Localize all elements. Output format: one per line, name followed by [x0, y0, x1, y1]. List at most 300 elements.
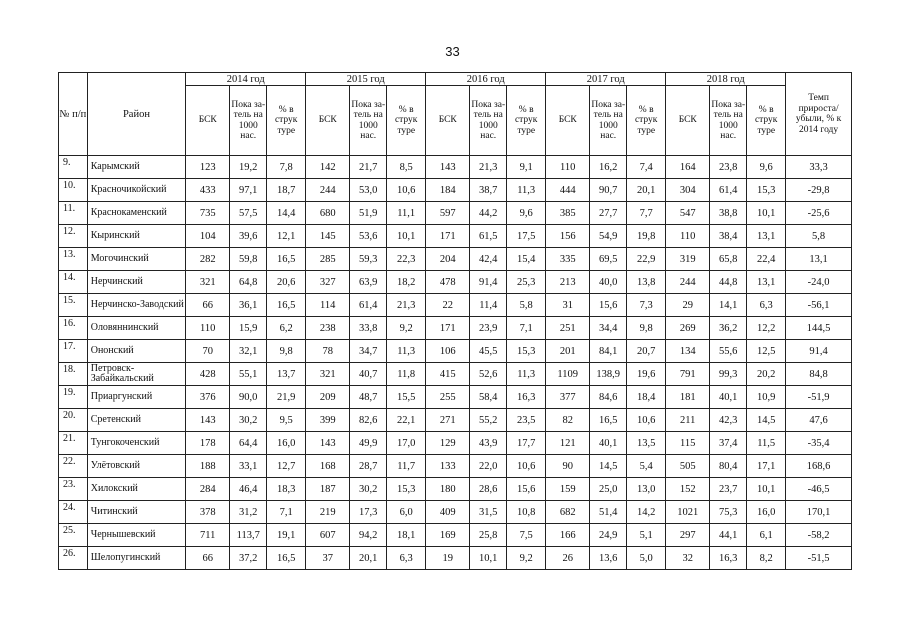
value-cell: 110	[186, 317, 230, 340]
value-cell: 82,6	[350, 409, 387, 432]
district-name: Ононский	[87, 340, 185, 363]
value-cell: 409	[426, 501, 470, 524]
value-cell: 106	[426, 340, 470, 363]
district-name: Хилокский	[87, 478, 185, 501]
value-cell: 15,3	[747, 179, 786, 202]
value-cell: 97,1	[230, 179, 267, 202]
value-cell: 49,9	[350, 432, 387, 455]
value-cell: 219	[306, 501, 350, 524]
table-row	[59, 386, 852, 409]
value-cell: 23,7	[710, 478, 747, 501]
district-name: Сретенский	[87, 409, 185, 432]
value-cell: 14,1	[710, 294, 747, 317]
value-cell: 42,4	[470, 248, 507, 271]
page-number: 33	[445, 44, 460, 59]
value-cell: 123	[186, 156, 230, 179]
value-cell: 115	[666, 432, 710, 455]
value-cell: 251	[546, 317, 590, 340]
row-number: 16.	[59, 317, 88, 340]
value-cell: 433	[186, 179, 230, 202]
row-number: 10.	[59, 179, 88, 202]
value-cell: 17,3	[350, 501, 387, 524]
table-row	[59, 271, 852, 294]
value-cell: 201	[546, 340, 590, 363]
row-number: 26.	[59, 547, 88, 570]
header-bsk: БСК	[426, 86, 470, 156]
value-cell: 94,2	[350, 524, 387, 547]
table-row	[59, 478, 852, 501]
value-cell: 66	[186, 547, 230, 570]
value-cell: 15,9	[230, 317, 267, 340]
value-cell: 319	[666, 248, 710, 271]
growth-cell: -29,8	[786, 179, 852, 202]
value-cell: 17,7	[507, 432, 546, 455]
value-cell: 10,6	[507, 455, 546, 478]
district-name: Нерчинский	[87, 271, 185, 294]
value-cell: 23,8	[710, 156, 747, 179]
value-cell: 11,3	[507, 179, 546, 202]
value-cell: 121	[546, 432, 590, 455]
value-cell: 15,3	[387, 478, 426, 501]
value-cell: 129	[426, 432, 470, 455]
row-number: 12.	[59, 225, 88, 248]
value-cell: 16,3	[507, 386, 546, 409]
value-cell: 44,1	[710, 524, 747, 547]
value-cell: 46,4	[230, 478, 267, 501]
value-cell: 36,2	[710, 317, 747, 340]
row-number: 25.	[59, 524, 88, 547]
district-name: Приаргунский	[87, 386, 185, 409]
value-cell: 25,3	[507, 271, 546, 294]
value-cell: 415	[426, 363, 470, 386]
value-cell: 166	[546, 524, 590, 547]
value-cell: 40,1	[710, 386, 747, 409]
value-cell: 13,1	[747, 225, 786, 248]
table-row	[59, 455, 852, 478]
value-cell: 6,2	[267, 317, 306, 340]
value-cell: 104	[186, 225, 230, 248]
header-per-1000: Пока за- тель на 1000 нас.	[710, 86, 747, 156]
value-cell: 18,1	[387, 524, 426, 547]
value-cell: 15,6	[590, 294, 627, 317]
value-cell: 168	[306, 455, 350, 478]
value-cell: 6,1	[747, 524, 786, 547]
value-cell: 34,7	[350, 340, 387, 363]
district-name: Улётовский	[87, 455, 185, 478]
value-cell: 53,6	[350, 225, 387, 248]
value-cell: 19	[426, 547, 470, 570]
value-cell: 7,7	[627, 202, 666, 225]
value-cell: 180	[426, 478, 470, 501]
value-cell: 29	[666, 294, 710, 317]
table-row	[59, 363, 852, 386]
growth-cell: -25,6	[786, 202, 852, 225]
value-cell: 11,3	[507, 363, 546, 386]
value-cell: 22,1	[387, 409, 426, 432]
value-cell: 11,4	[470, 294, 507, 317]
district-name: Могочинский	[87, 248, 185, 271]
value-cell: 682	[546, 501, 590, 524]
value-cell: 6,3	[747, 294, 786, 317]
value-cell: 7,5	[507, 524, 546, 547]
value-cell: 376	[186, 386, 230, 409]
value-cell: 15,4	[507, 248, 546, 271]
value-cell: 209	[306, 386, 350, 409]
value-cell: 38,8	[710, 202, 747, 225]
value-cell: 15,5	[387, 386, 426, 409]
value-cell: 213	[546, 271, 590, 294]
value-cell: 31,5	[470, 501, 507, 524]
value-cell: 304	[666, 179, 710, 202]
value-cell: 54,9	[590, 225, 627, 248]
value-cell: 44,2	[470, 202, 507, 225]
value-cell: 171	[426, 225, 470, 248]
value-cell: 91,4	[470, 271, 507, 294]
value-cell: 399	[306, 409, 350, 432]
table-row	[59, 179, 852, 202]
value-cell: 58,4	[470, 386, 507, 409]
value-cell: 7,1	[507, 317, 546, 340]
value-cell: 7,8	[267, 156, 306, 179]
value-cell: 37,2	[230, 547, 267, 570]
district-name: Красночикойский	[87, 179, 185, 202]
value-cell: 25,8	[470, 524, 507, 547]
value-cell: 8,2	[747, 547, 786, 570]
value-cell: 22,0	[470, 455, 507, 478]
value-cell: 20,6	[267, 271, 306, 294]
value-cell: 18,3	[267, 478, 306, 501]
value-cell: 34,4	[590, 317, 627, 340]
value-cell: 52,6	[470, 363, 507, 386]
value-cell: 55,2	[470, 409, 507, 432]
value-cell: 61,5	[470, 225, 507, 248]
growth-cell: 33,3	[786, 156, 852, 179]
value-cell: 13,0	[627, 478, 666, 501]
value-cell: 19,8	[627, 225, 666, 248]
value-cell: 13,7	[267, 363, 306, 386]
table-row	[59, 225, 852, 248]
value-cell: 164	[666, 156, 710, 179]
value-cell: 597	[426, 202, 470, 225]
row-number: 15.	[59, 294, 88, 317]
growth-cell: -51,9	[786, 386, 852, 409]
value-cell: 11,3	[387, 340, 426, 363]
header-num: № п/п	[59, 73, 88, 156]
row-number: 11.	[59, 202, 88, 225]
value-cell: 9,8	[627, 317, 666, 340]
value-cell: 8,5	[387, 156, 426, 179]
value-cell: 143	[306, 432, 350, 455]
value-cell: 10,1	[470, 547, 507, 570]
value-cell: 63,9	[350, 271, 387, 294]
header-year: 2016 год	[426, 73, 546, 86]
value-cell: 30,2	[350, 478, 387, 501]
value-cell: 64,8	[230, 271, 267, 294]
table-row	[59, 156, 852, 179]
value-cell: 80,4	[710, 455, 747, 478]
district-name: Петровск-Забайкальский	[87, 363, 185, 386]
value-cell: 38,4	[710, 225, 747, 248]
value-cell: 138,9	[590, 363, 627, 386]
value-cell: 1109	[546, 363, 590, 386]
growth-cell: 5,8	[786, 225, 852, 248]
district-name: Чернышевский	[87, 524, 185, 547]
value-cell: 19,2	[230, 156, 267, 179]
header-percent-structure: % в струк туре	[507, 86, 546, 156]
district-name: Кыринский	[87, 225, 185, 248]
growth-cell: 91,4	[786, 340, 852, 363]
value-cell: 110	[546, 156, 590, 179]
value-cell: 16,5	[267, 248, 306, 271]
header-per-1000: Пока за- тель на 1000 нас.	[230, 86, 267, 156]
value-cell: 40,1	[590, 432, 627, 455]
value-cell: 20,1	[627, 179, 666, 202]
value-cell: 7,1	[267, 501, 306, 524]
value-cell: 23,5	[507, 409, 546, 432]
value-cell: 428	[186, 363, 230, 386]
value-cell: 26	[546, 547, 590, 570]
value-cell: 10,8	[507, 501, 546, 524]
value-cell: 11,5	[747, 432, 786, 455]
value-cell: 271	[426, 409, 470, 432]
value-cell: 84,1	[590, 340, 627, 363]
row-number: 17.	[59, 340, 88, 363]
value-cell: 51,9	[350, 202, 387, 225]
value-cell: 18,7	[267, 179, 306, 202]
header-percent-structure: % в струк туре	[747, 86, 786, 156]
value-cell: 27,7	[590, 202, 627, 225]
value-cell: 607	[306, 524, 350, 547]
value-cell: 244	[306, 179, 350, 202]
value-cell: 735	[186, 202, 230, 225]
value-cell: 55,1	[230, 363, 267, 386]
value-cell: 113,7	[230, 524, 267, 547]
header-bsk: БСК	[546, 86, 590, 156]
value-cell: 114	[306, 294, 350, 317]
header-year: 2014 год	[186, 73, 306, 86]
value-cell: 321	[306, 363, 350, 386]
value-cell: 16,0	[747, 501, 786, 524]
value-cell: 378	[186, 501, 230, 524]
value-cell: 327	[306, 271, 350, 294]
header-bsk: БСК	[666, 86, 710, 156]
value-cell: 10,9	[747, 386, 786, 409]
value-cell: 211	[666, 409, 710, 432]
header-per-1000: Пока за- тель на 1000 нас.	[350, 86, 387, 156]
value-cell: 61,4	[710, 179, 747, 202]
value-cell: 145	[306, 225, 350, 248]
value-cell: 20,1	[350, 547, 387, 570]
value-cell: 152	[666, 478, 710, 501]
statistics-table	[58, 72, 852, 570]
value-cell: 16,3	[710, 547, 747, 570]
growth-cell: -46,5	[786, 478, 852, 501]
value-cell: 22,3	[387, 248, 426, 271]
table-row	[59, 547, 852, 570]
value-cell: 14,5	[747, 409, 786, 432]
value-cell: 14,4	[267, 202, 306, 225]
value-cell: 21,3	[387, 294, 426, 317]
growth-cell: 144,5	[786, 317, 852, 340]
value-cell: 31,2	[230, 501, 267, 524]
value-cell: 32	[666, 547, 710, 570]
value-cell: 20,7	[627, 340, 666, 363]
value-cell: 110	[666, 225, 710, 248]
district-name: Оловяннинский	[87, 317, 185, 340]
value-cell: 204	[426, 248, 470, 271]
table-row	[59, 317, 852, 340]
value-cell: 17,1	[747, 455, 786, 478]
district-name: Карымский	[87, 156, 185, 179]
value-cell: 21,9	[267, 386, 306, 409]
value-cell: 22,4	[747, 248, 786, 271]
value-cell: 82	[546, 409, 590, 432]
value-cell: 75,3	[710, 501, 747, 524]
header-year: 2015 год	[306, 73, 426, 86]
value-cell: 36,1	[230, 294, 267, 317]
value-cell: 53,0	[350, 179, 387, 202]
value-cell: 43,9	[470, 432, 507, 455]
value-cell: 169	[426, 524, 470, 547]
header-bsk: БСК	[306, 86, 350, 156]
value-cell: 14,2	[627, 501, 666, 524]
district-name: Краснокаменский	[87, 202, 185, 225]
growth-cell: 84,8	[786, 363, 852, 386]
value-cell: 10,1	[747, 202, 786, 225]
value-cell: 90,7	[590, 179, 627, 202]
value-cell: 21,7	[350, 156, 387, 179]
value-cell: 44,8	[710, 271, 747, 294]
value-cell: 478	[426, 271, 470, 294]
value-cell: 33,1	[230, 455, 267, 478]
value-cell: 13,8	[627, 271, 666, 294]
value-cell: 711	[186, 524, 230, 547]
value-cell: 61,4	[350, 294, 387, 317]
value-cell: 11,1	[387, 202, 426, 225]
value-cell: 143	[426, 156, 470, 179]
value-cell: 9,8	[267, 340, 306, 363]
value-cell: 255	[426, 386, 470, 409]
table-row	[59, 294, 852, 317]
growth-cell: 168,6	[786, 455, 852, 478]
value-cell: 133	[426, 455, 470, 478]
value-cell: 171	[426, 317, 470, 340]
district-name: Тунгокоченский	[87, 432, 185, 455]
value-cell: 90	[546, 455, 590, 478]
value-cell: 90,0	[230, 386, 267, 409]
value-cell: 19,1	[267, 524, 306, 547]
value-cell: 42,3	[710, 409, 747, 432]
value-cell: 385	[546, 202, 590, 225]
header-per-1000: Пока за- тель на 1000 нас.	[470, 86, 507, 156]
value-cell: 13,6	[590, 547, 627, 570]
value-cell: 178	[186, 432, 230, 455]
header-percent-structure: % в струк туре	[387, 86, 426, 156]
value-cell: 335	[546, 248, 590, 271]
value-cell: 70	[186, 340, 230, 363]
value-cell: 269	[666, 317, 710, 340]
value-cell: 17,0	[387, 432, 426, 455]
value-cell: 37	[306, 547, 350, 570]
value-cell: 1021	[666, 501, 710, 524]
value-cell: 22,9	[627, 248, 666, 271]
value-cell: 181	[666, 386, 710, 409]
growth-cell: -56,1	[786, 294, 852, 317]
table-row	[59, 409, 852, 432]
header-growth: Темп прироста/ убыли, % к 2014 году	[786, 73, 852, 156]
value-cell: 23,9	[470, 317, 507, 340]
value-cell: 78	[306, 340, 350, 363]
district-name: Шелопугинский	[87, 547, 185, 570]
table-row	[59, 501, 852, 524]
value-cell: 15,3	[507, 340, 546, 363]
value-cell: 238	[306, 317, 350, 340]
value-cell: 11,7	[387, 455, 426, 478]
value-cell: 19,6	[627, 363, 666, 386]
value-cell: 13,5	[627, 432, 666, 455]
value-cell: 7,3	[627, 294, 666, 317]
value-cell: 282	[186, 248, 230, 271]
value-cell: 7,4	[627, 156, 666, 179]
value-cell: 59,3	[350, 248, 387, 271]
table-row	[59, 202, 852, 225]
value-cell: 22	[426, 294, 470, 317]
value-cell: 184	[426, 179, 470, 202]
value-cell: 39,6	[230, 225, 267, 248]
value-cell: 10,6	[627, 409, 666, 432]
value-cell: 30,2	[230, 409, 267, 432]
value-cell: 45,5	[470, 340, 507, 363]
value-cell: 505	[666, 455, 710, 478]
value-cell: 33,8	[350, 317, 387, 340]
district-name: Нерчинско-Заводский	[87, 294, 185, 317]
header-percent-structure: % в струк туре	[627, 86, 666, 156]
value-cell: 25,0	[590, 478, 627, 501]
row-number: 22.	[59, 455, 88, 478]
growth-cell: -51,5	[786, 547, 852, 570]
value-cell: 28,6	[470, 478, 507, 501]
value-cell: 57,5	[230, 202, 267, 225]
header-district: Район	[87, 73, 185, 156]
value-cell: 24,9	[590, 524, 627, 547]
table-row	[59, 248, 852, 271]
value-cell: 14,5	[590, 455, 627, 478]
value-cell: 12,2	[747, 317, 786, 340]
value-cell: 187	[306, 478, 350, 501]
value-cell: 6,3	[387, 547, 426, 570]
value-cell: 9,2	[507, 547, 546, 570]
value-cell: 59,8	[230, 248, 267, 271]
value-cell: 64,4	[230, 432, 267, 455]
value-cell: 5,4	[627, 455, 666, 478]
row-number: 20.	[59, 409, 88, 432]
value-cell: 18,4	[627, 386, 666, 409]
value-cell: 159	[546, 478, 590, 501]
value-cell: 791	[666, 363, 710, 386]
value-cell: 9,5	[267, 409, 306, 432]
value-cell: 142	[306, 156, 350, 179]
value-cell: 21,3	[470, 156, 507, 179]
table-row	[59, 432, 852, 455]
value-cell: 156	[546, 225, 590, 248]
row-number: 9.	[59, 156, 88, 179]
growth-cell: 13,1	[786, 248, 852, 271]
value-cell: 12,1	[267, 225, 306, 248]
value-cell: 188	[186, 455, 230, 478]
value-cell: 284	[186, 478, 230, 501]
value-cell: 99,3	[710, 363, 747, 386]
row-number: 21.	[59, 432, 88, 455]
